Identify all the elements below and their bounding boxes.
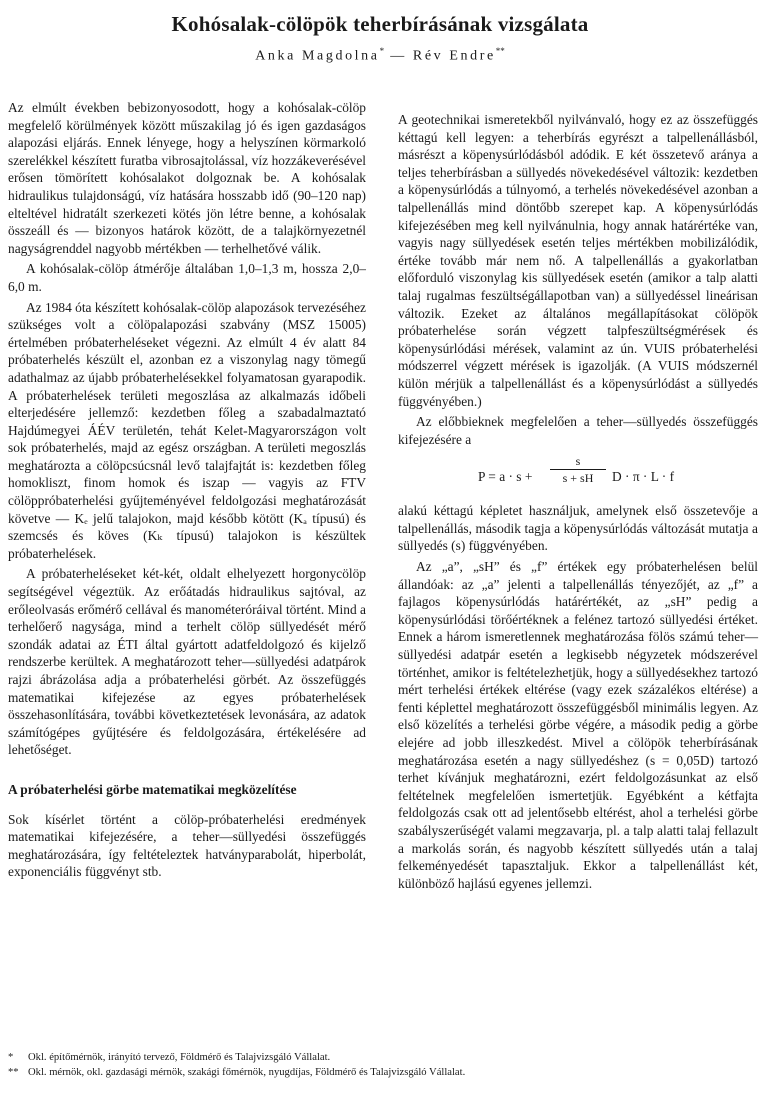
author-line — [0, 46, 760, 65]
author-separator: — — [390, 48, 407, 64]
right-column — [398, 111, 758, 892]
footnote-mark: * — [8, 1052, 14, 1063]
author-name: Anka Magdolna — [255, 48, 380, 64]
formula-lhs: P = a · s + — [478, 469, 533, 485]
body-paragraph: Az elmúlt években bebizonyosodott, hogy a kohósalak-cölöp megfelelő körülmények között műszakilag jó és igen gazdaságos alapozási eljárás. Ennek lényege, hogy a helyszínen körmarkoló szerelékkel készített furatba vibrosajtolással, víz hozzákeverésével erősen tömörített kohósalakot dolgoznak be. A kohósalak hidraulikus tulajdonságú, víz hatására hosszabb idő (90–120 nap) elteltével hidratált szerkezeti kötés jön létre benne, a kohósalak összeáll és — bizonyos határok között, de a talajkörnyezetnél nagyságrenddel nagyobb mértékben — terhelhetővé válik. — [8, 100, 366, 256]
section-heading: A próbaterhelési görbe matematikai megközelítése — [8, 781, 297, 797]
footnote — [8, 1065, 752, 1080]
author-footnote-mark: * — [379, 46, 385, 56]
body-paragraph: Az 1984 óta készített kohósalak-cölöp alapozások tervezéséhez szükséges volt a cölöpalapozási szabvány (MSZ 15005) értelmében próbaterheléseket végezni. Az elmúlt 4 év alatt 84 próbaterhelés készült el, azonban ez a viszonylag nagy tömegű adathalmaz az újabb próbaterhelésekkel folyamatosan gyarapodik. A próbaterhelések területi megoszlása az alkalmazás időbeli elterjedésére jellemző: kezdetben főleg a szabadalmaztató Hajdúmegyei ÁÉV területén, tehát Kelet-Magyarországon volt sok próbaterhelés, majd az egész országban. A területi megoszlás meghatározta a cölöpcsúcsnál levő talajfajtát is: kezdetben főleg homokliszt, finom homok és iszap — vagyis az FTV cölöppróbaterhelési gyűjteményével feldolgozási meghatározását követve — Kₑ jelű talajokon, majd később kötött (Kₐ típusú) és szemcsés és köves (Kₖ típusú) talajokon is készültek próbaterhelések. — [8, 299, 366, 561]
footnote-mark: ** — [8, 1067, 19, 1078]
footnote — [8, 1050, 752, 1065]
author-name: Rév Endre — [412, 48, 496, 64]
formula-numerator: s — [575, 454, 581, 469]
formula-denominator: s + sH — [562, 471, 594, 486]
left-column — [8, 99, 366, 881]
body-paragraph: A próbaterheléseket két-két, oldalt elhelyezett horgonycölöp segítségével végeztük. Az erőátadás hidraulikus sajtóval, az erőleolvasás erőmérő cellával és manométeróráival történt. Mind a terhelőerő nagysága, mind a terhelt cölöp süllyedését mérő szondák adatai az ÉTI által gyártott adatfeldolgozó és kijelző rendszerbe kerültek. A meghatározott teher—süllyedési adatpárok rajzi ábrázolása adja a próbaterhelési görbét. Az összefüggés matematikai kifejezése az egyes próbaterhelések összehasonlítására, további következtetések levonására, az adatok számítógépes gyűjtésére és feldolgozására, értékelésére ad lehetőséget. — [8, 566, 366, 758]
footnotes — [8, 1050, 752, 1080]
footnote-text: Okl. mérnök, okl. gazdasági mérnök, szakági főmérnök, nyugdíjas, Földmérő és Talajvizsgáló Vállalat. — [28, 1067, 466, 1078]
fraction-bar — [550, 469, 606, 470]
author-footnote-mark: ** — [495, 46, 505, 56]
formula-fraction — [550, 454, 606, 485]
body-paragraph: Az „a”, „sH” és „f” értékek egy próbaterhelésen belül állandóak: az „a” jelenti a talpellenállás tényezőjét, az „f” a fajlagos köpenysúrlódás határértékét, az „sH” pedig a köpenysúrlódási törőértéknek a felénez tartozó süllyedési értéket. Ennek a három ismeretlennek meghatározása fölös számú teher—süllyedési adatpár esetén a legkisebb négyzetek módszerével történhet, amikor is feltételezhetjük, hogy a süllyedésekhez tartozó mért terhelési értékek eltérése (vagy ezek százalékos eltérése) a fenti képlettel meghatározott összefüggésből minimális legyen. Az első közelítés a terhelési görbe végére, a második pedig a görbe elejére ad jobb illeszkedést. Mivel a cölöpök teherbírásának meghatározása esetén a nagy süllyedéshez (s = 0,05D) tartozó terhet kívánjuk meghatározni, ezért feldolgozásunkat az első feltételnek megfelelően ismertetjük. Egyébként a kétfajta feldolgozás csak ott ad jelentősebb eltérést, ahol a terhelési görbe szabályszerűségét valami megzavarja, pl. a talp alatti talaj fellazult a markolás során, és nagyobb készített süllyedés után a talaj felkeményedését tapasztaljuk. Ekkor a talpellenállást két, különböző hajlású egyenes jellemzi. — [398, 559, 758, 891]
body-paragraph: Sok kísérlet történt a cölöp-próbaterhelési eredmények matematikai kifejezésére, a teher—süllyedési összefüggés meghatározására, így feltételeztek hatványparabolát, hiperbolát, exponenciális függvényt stb. — [8, 811, 366, 880]
formula-rhs: D · π · L · f — [612, 469, 675, 485]
load-settlement-formula — [398, 452, 758, 496]
body-paragraph: A kohósalak-cölöp átmérője általában 1,0–1,3 m, hossza 2,0–6,0 m. — [8, 261, 366, 294]
body-paragraph: Az előbbieknek megfelelően a teher—süllyedés összefüggés kifejezésére a — [398, 414, 758, 447]
body-paragraph: A geotechnikai ismeretekből nyilvánvaló, hogy ez az összefüggés kéttagú kell legyen: a teherbírás egyrészt a talpellenállásból, másrészt a köpenysúrlódásból adódik. E két összetevő aránya a teljes teherbírásban a süllyedés növekedésével változik: kezdetben a köpenysúrlódás a túlnyomó, a terhelés növekedésével azonban a talpellenállás mind döntőbb szerepet kap. A köpenysúrlódás kifejezésében meg kell nyilvánulnia, hogy annak határértéke van, vagyis nagy süllyedések esetén teljes mértékben mobilizálódik, értéke tovább már nem nő. A talpellenállás a gyakorlatban előforduló viszonylag kis süllyedések esetén (amikor a talp alatti talaj rugalmas feszültségállapotban van) a süllyedéssel lineárisan változik. Ezeket az általános megállapításokat cölöpök próbaterhelése során végzett talpfeszültségmérések és köpenysúrlódási mérések, valamint az ún. VUIS próbaterhelési módszerrel végzett mérések is igazolják. (A VUIS módszernél külön mérjük a talpellenállást és a köpenysúrlódást a süllyedés függvényében.) — [398, 112, 758, 409]
article-title: Kohósalak-cölöpök teherbírásának vizsgálata — [171, 12, 589, 36]
footnote-text: Okl. építőmérnök, irányító tervező, Földmérő és Talajvizsgáló Vállalat. — [28, 1052, 331, 1063]
body-paragraph: alakú kéttagú képletet használjuk, amelynek első összetevője a talpellenállás, második tagja a köpenysúrlódás változását mutatja a süllyedés (s) függvényében. — [398, 503, 758, 554]
